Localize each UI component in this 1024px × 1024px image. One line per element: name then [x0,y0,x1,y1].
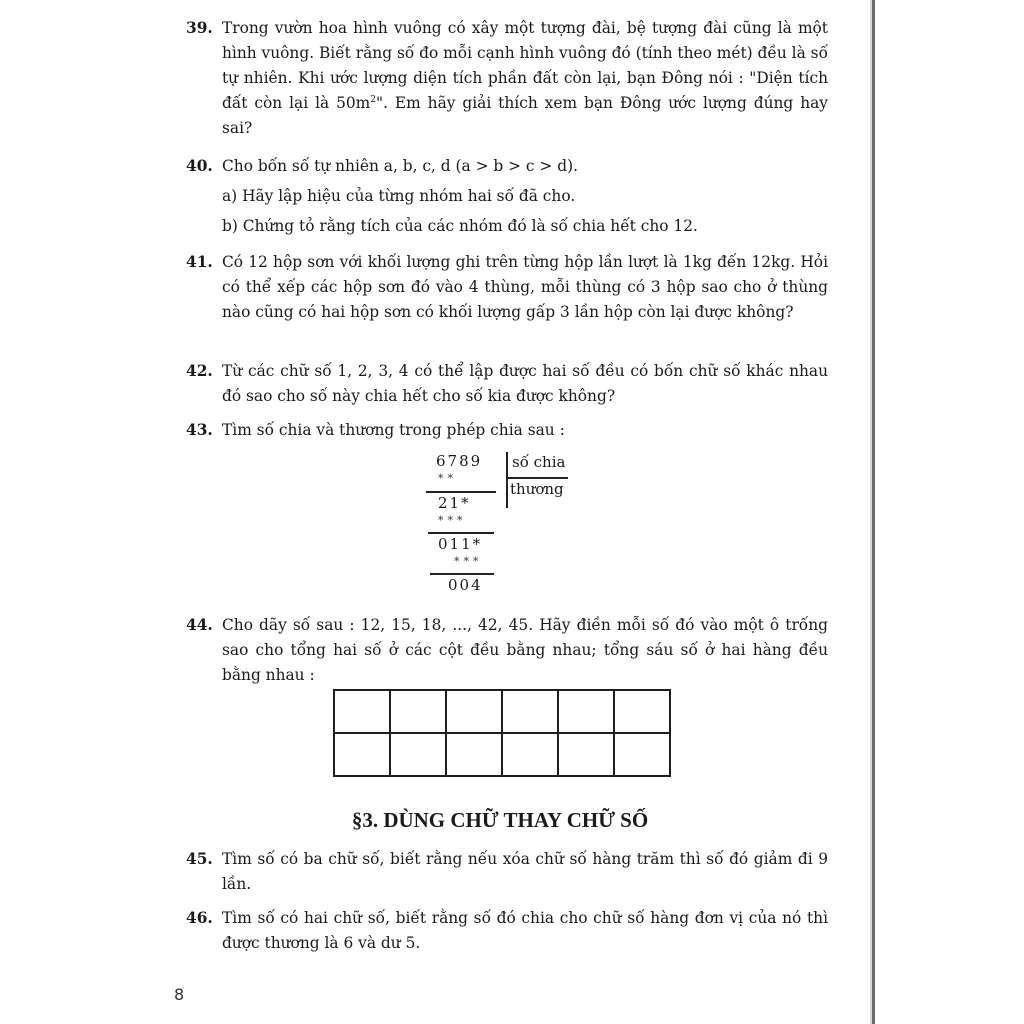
quotient-label: thương [510,480,564,498]
problem-text: Tìm số chia và thương trong phép chia sau : [222,421,565,439]
grid-row [334,690,670,733]
sub-question-b: b) Chứng tỏ rằng tích của các nhóm đó là số chia hết cho 12. [222,217,698,235]
grid-cell [502,690,558,733]
long-division [424,452,594,602]
problem-text [222,16,828,141]
problem-46 [186,906,828,956]
problem-40 [186,154,828,239]
grid-cell [446,690,502,733]
number-grid [333,689,671,777]
partial-product-1: ** [438,472,457,485]
problem-text: Cho dãy số sau : 12, 15, 18, ..., 42, 45. Hãy điền mỗi số đó vào một ô trống sao cho tổng hai số ở các cột đều bằng nhau; tổng sáu số ở hai hàng đều bằng nhau : [222,616,828,684]
problem-41 [186,250,828,325]
grid-cell [614,690,670,733]
page-edge-line [872,0,875,1024]
grid-row [334,733,670,776]
problem-number: 40. [186,157,213,175]
section-title-text: §3. DÙNG CHỮ THAY CHỮ SỐ [351,808,649,832]
grid-cell [390,690,446,733]
problem-text: Có 12 hộp sơn với khối lượng ghi trên từng hộp lần lượt là 1kg đến 12kg. Hỏi có thể xếp các hộp sơn đó vào 4 thùng, mỗi thùng có 3 hộp sao cho ở thùng nào cũng có hai hộp sơn có khối lượng gấp 3 lần hộp còn lại được không? [222,253,828,321]
divisor-label: số chia [512,453,566,471]
problem-text-part: ". Em hãy giải thích xem bạn Đông ước lượng đúng hay sai? [222,94,828,137]
problem-number: 44. [186,616,213,634]
grid-cell [558,690,614,733]
grid-cell [502,733,558,776]
division-bracket-vertical [506,452,508,508]
division-bracket-horizontal [506,477,568,479]
problem-number: 43. [186,421,213,439]
grid-cell [334,733,390,776]
problem-number: 45. [186,850,213,868]
grid-cell [334,690,390,733]
problem-text: Tìm số có hai chữ số, biết rằng số đó chia cho chữ số hàng đơn vị của nó thì được thương là 6 và dư 5. [222,909,828,952]
grid-cell [614,733,670,776]
problem-45 [186,847,828,897]
final-remainder: 004 [448,576,483,594]
grid-cell [390,733,446,776]
superscript: 2 [370,94,377,105]
problem-39 [186,16,828,141]
sub-question-a: a) Hãy lập hiệu của từng nhóm hai số đã cho. [222,187,576,205]
problem-43 [186,418,828,443]
dividend: 6789 [436,452,483,470]
partial-product-2: *** [438,514,467,527]
problem-text: Cho bốn số tự nhiên a, b, c, d (a > b > c > d). [222,157,578,175]
partial-remainder-1: 21* [438,494,471,512]
section-heading [0,808,1000,833]
problem-text: Từ các chữ số 1, 2, 3, 4 có thể lập được hai số đều có bốn chữ số khác nhau đó sao cho số này chia hết cho số kia được không? [222,362,828,405]
problem-number: 42. [186,362,213,380]
division-rule [430,573,494,575]
division-rule [426,491,496,493]
problem-42 [186,359,828,409]
grid-cell [446,733,502,776]
problem-text-part: Trong vườn hoa hình vuông có xây một tượng đài, bệ tượng đài cũng là một hình vuông. Biết rằng số đo mỗi cạnh hình vuông đó (tính theo mét) đều là số tự nhiên. Khi ước lượng diện tích phần đất còn lại, bạn Đông nói : "Diện tích đất còn lại là 50m [222,19,828,112]
grid-cell [558,733,614,776]
division-rule [428,532,494,534]
problem-number: 46. [186,909,213,927]
problem-text: Tìm số có ba chữ số, biết rằng nếu xóa chữ số hàng trăm thì số đó giảm đi 9 lần. [222,850,828,893]
partial-remainder-2: 011* [438,535,483,553]
page-number: 8 [174,985,185,1004]
problem-44 [186,613,828,688]
partial-product-3: *** [454,555,483,568]
problem-number: 41. [186,253,213,271]
problem-number: 39. [186,19,213,37]
